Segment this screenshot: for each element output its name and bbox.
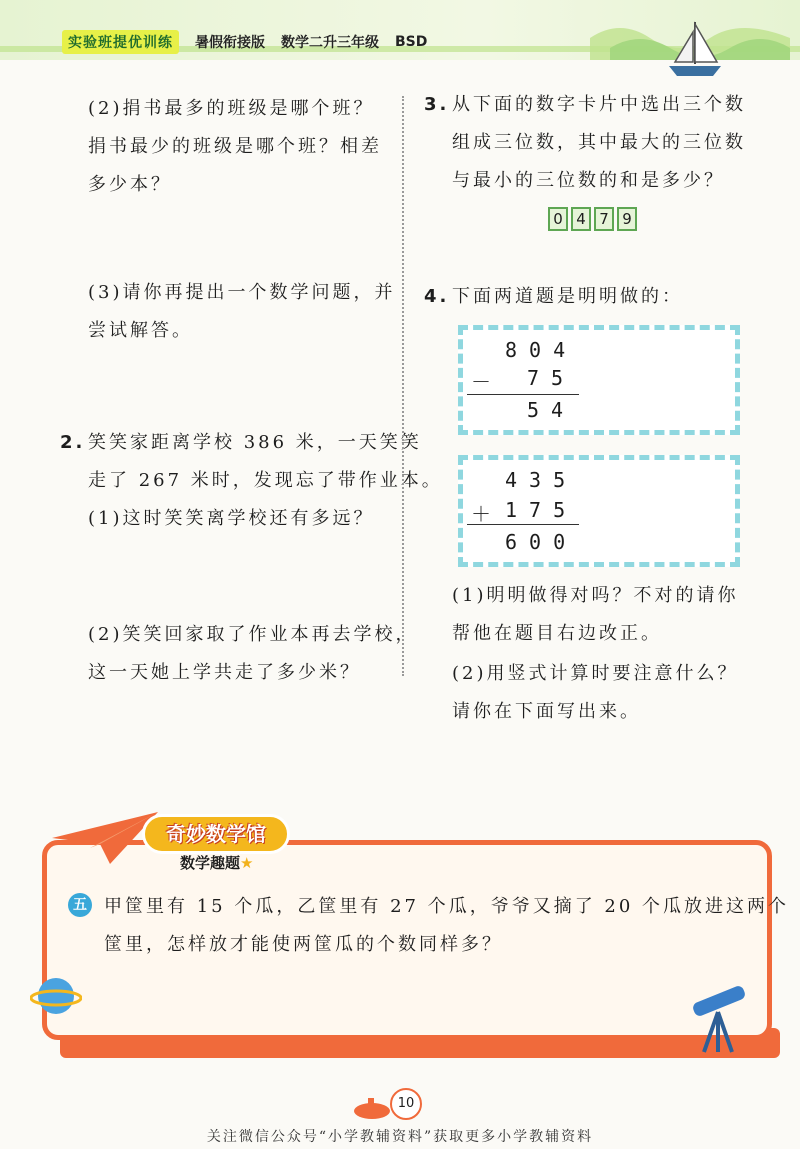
problem-badge: 五 xyxy=(68,893,92,917)
calc2-operator: ＋ xyxy=(471,502,491,526)
number-card: 0 xyxy=(548,207,568,231)
calc2-rule xyxy=(467,524,579,525)
calc1-result: 54 xyxy=(527,398,576,422)
sailboat-icon xyxy=(665,18,725,80)
submarine-icon xyxy=(352,1096,392,1120)
calc2-top: 435 xyxy=(505,468,578,492)
calc1-rule xyxy=(467,394,579,395)
q1-part2: (2)捐书最多的班级是哪个班？ 捐书最少的班级是哪个班？相差 多少本？ xyxy=(88,98,382,195)
number-card: 7 xyxy=(594,207,614,231)
q3-number: 3. xyxy=(424,94,450,115)
star-icon: ★ xyxy=(240,854,254,872)
page-number: 10 xyxy=(390,1088,422,1120)
column-divider xyxy=(402,96,404,676)
fun-title: 奇妙数学馆 xyxy=(142,814,290,854)
number-cards xyxy=(548,207,637,231)
q4-part2: (2)用竖式计算时要注意什么？ 请你在下面写出来。 xyxy=(452,663,739,722)
q4-number: 4. xyxy=(424,286,450,307)
q2-text: 笑笑家距离学校 386 米，一天笑笑 走了 267 米时，发现忘了带作业本。 (1)这时笑笑离学校还有多远？ xyxy=(88,432,443,529)
edition-label: 暑假衔接版 xyxy=(195,35,265,51)
version-label: BSD xyxy=(395,34,428,50)
calc1-operator: － xyxy=(471,370,491,394)
fun-subtitle: 数学趣题★ xyxy=(180,854,254,872)
q2-part2: (2)笑笑回家取了作业本再去学校， 这一天她上学共走了多少米？ xyxy=(88,624,417,683)
calc1-second: 75 xyxy=(527,366,576,390)
telescope-icon xyxy=(684,980,754,1054)
q3-text: 从下面的数字卡片中选出三个数 组成三位数，其中最大的三位数 与最小的三位数的和是多少？ xyxy=(452,94,746,191)
calc1-top: 804 xyxy=(505,338,578,362)
footer-text: 关注微信公众号“小学教辅资料”获取更多小学教辅资料 xyxy=(206,1129,594,1145)
calc2-second: 175 xyxy=(505,498,578,522)
header-text xyxy=(62,30,427,54)
calc2-result: 600 xyxy=(505,530,578,554)
q2-number: 2. xyxy=(60,432,86,453)
calc-box-2 xyxy=(458,455,740,567)
q4-text: 下面两道题是明明做的： xyxy=(452,286,683,307)
fun-text: 甲筐里有 15 个瓜，乙筐里有 27 个瓜，爷爷又摘了 20 个瓜放进这两个 筐里，怎样放才能使两筐瓜的个数同样多？ xyxy=(104,896,790,955)
subject-label: 数学二升三年级 xyxy=(281,35,379,51)
number-card: 4 xyxy=(571,207,591,231)
q4-part1: (1)明明做得对吗？不对的请你 帮他在题目右边改正。 xyxy=(452,585,739,644)
planet-icon xyxy=(30,970,82,1022)
brand-label: 实验班提优训练 xyxy=(62,30,179,54)
q1-part3: (3)请你再提出一个数学问题，并 尝试解答。 xyxy=(88,282,396,341)
number-card: 9 xyxy=(617,207,637,231)
calc-box-1 xyxy=(458,325,740,435)
